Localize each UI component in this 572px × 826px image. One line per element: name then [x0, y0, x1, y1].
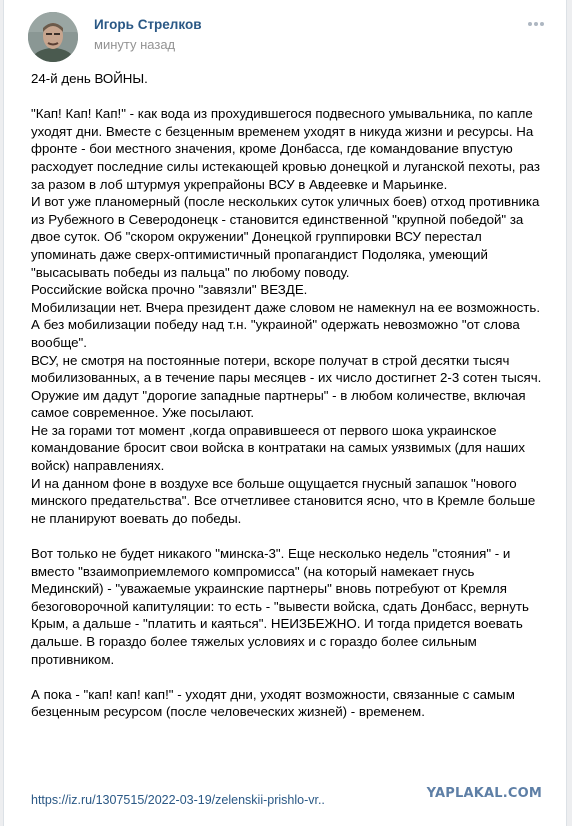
post-text-line: А без мобилизации победу над т.н. "украиной" одержать невозможно "от слова — [31, 317, 520, 333]
post-text-line: войск) направлениях. — [31, 458, 165, 474]
post-text-line: Мединский) - "уважаемые украинские партнеры" вновь потребуют от Кремля — [31, 581, 507, 597]
more-dots-icon — [527, 21, 545, 27]
post-card — [3, 0, 567, 826]
post-link[interactable]: https://iz.ru/1307515/2022-03-19/zelenskii-prishlo-vr.. — [31, 793, 325, 807]
post-text-line: ВСУ, не смотря на постоянные потери, вскоре получат в строй десятки тысяч — [31, 352, 510, 368]
post-timestamp[interactable]: минуту назад — [94, 37, 176, 52]
post-text-line: упоминать даже сверх-оптимистичный пропагандист Подоляка, умеющий — [31, 246, 488, 262]
paragraph-gap — [31, 527, 551, 545]
avatar[interactable] — [28, 12, 78, 62]
post-text-line: Не за горами тот момент ,когда оправившееся от первого шока украинское — [31, 422, 497, 438]
post-text-line: безценным ресурсом (после человеческих жизней) - временем. — [31, 704, 425, 720]
post-text-line: мобилизованных, а в течение пары месяцев - их число достигнет 2-3 сотен тысяч. — [31, 370, 542, 386]
paragraph-gap — [31, 668, 551, 686]
post-text-line: фронте - бои местного значения, кроме Донбасса, где командование впустую — [31, 141, 513, 157]
post-text-line: уходят дни. Вместе с безценным временем уходят в никуда жизни и ресурсы. На — [31, 123, 534, 139]
post-text-line: Оружие им дадут "дорогие западные партнеры" - в любом количестве, включая — [31, 387, 526, 403]
watermark-logo: YAPLAKAL.COM — [426, 786, 542, 801]
post-text-line: И вот уже планомерный (после нескольких суток уличных боев) отход противника — [31, 194, 540, 210]
post-text-line: "высасывать победы из пальца" по любому поводу. — [31, 264, 350, 280]
post-text-line: Вот только не будет никакого "минска-3". Еще несколько недель "стояния" - и — [31, 546, 511, 562]
post-text-line: не планируют воевать до победы. — [31, 510, 242, 526]
author-name[interactable]: Игорь Стрелков — [94, 17, 202, 32]
post-text-line: минского предательства". Все отчетливее становится ясно, что в Кремле больше — [31, 493, 536, 509]
post-text-line: 24-й день ВОЙНЫ. — [31, 71, 148, 86]
post-text-line: дальше. В гораздо более тяжелых условиях и с гораздо более сильным — [31, 634, 477, 649]
post-text-line: самое современное. Уже посылают. — [31, 405, 255, 421]
post-text-line: А пока - "кап! кап! кап!" - уходят дни, уходят возможности, связанные с самым — [31, 686, 515, 702]
post-text-line: вместо "взаимоприемлемого компромисса" (на который намекает гнусь — [31, 563, 475, 579]
post-text-line: вообще". — [31, 334, 87, 350]
post-text-line: из Рубежного в Северодонецк - становится единственной "крупной победой" за — [31, 211, 524, 227]
paragraph-gap — [31, 88, 551, 106]
post-text-line: за разом в лоб штурмуя укрепрайоны ВСУ в Авдеевке и Марьинке. — [31, 176, 448, 192]
post-text-line: противником. — [31, 651, 115, 667]
post-text-line: двое суток. Об "скором окружении" Донецкой группировки ВСУ перестал — [31, 229, 482, 245]
post-text-line: расходует последние силы истекающей кровью донецкой и луганской пехоты, раз — [31, 158, 540, 174]
post-text — [31, 70, 551, 721]
post-text-line: командование бросит свои войска в контратаки на самых уязвимых (для наших — [31, 440, 525, 456]
post-text-line: И на данном фоне в воздухе все больше ощущается гнусный запашок "нового — [31, 475, 517, 491]
post-text-line: безоговорочной капитуляции: то есть - "вывести войска, сдать Донбасс, вернуть — [31, 598, 529, 614]
post-text-line: Крым, а дальше - "платить и каяться". НЕИЗБЕЖНО. И тогда придется воевать — [31, 616, 523, 632]
post-text-line: "Кап! Кап! Кап!" - как вода из прохудившегося подвесного умывальника, по капле — [31, 106, 533, 122]
post-text-line: Российские войска прочно "завязли" ВЕЗДЕ. — [31, 282, 308, 298]
post-text-line: Мобилизации нет. Вчера президент даже словом не намекнул на ее возможность. — [31, 299, 541, 315]
avatar-image — [28, 12, 78, 62]
more-options-button[interactable] — [524, 12, 548, 36]
post-header — [28, 12, 548, 62]
